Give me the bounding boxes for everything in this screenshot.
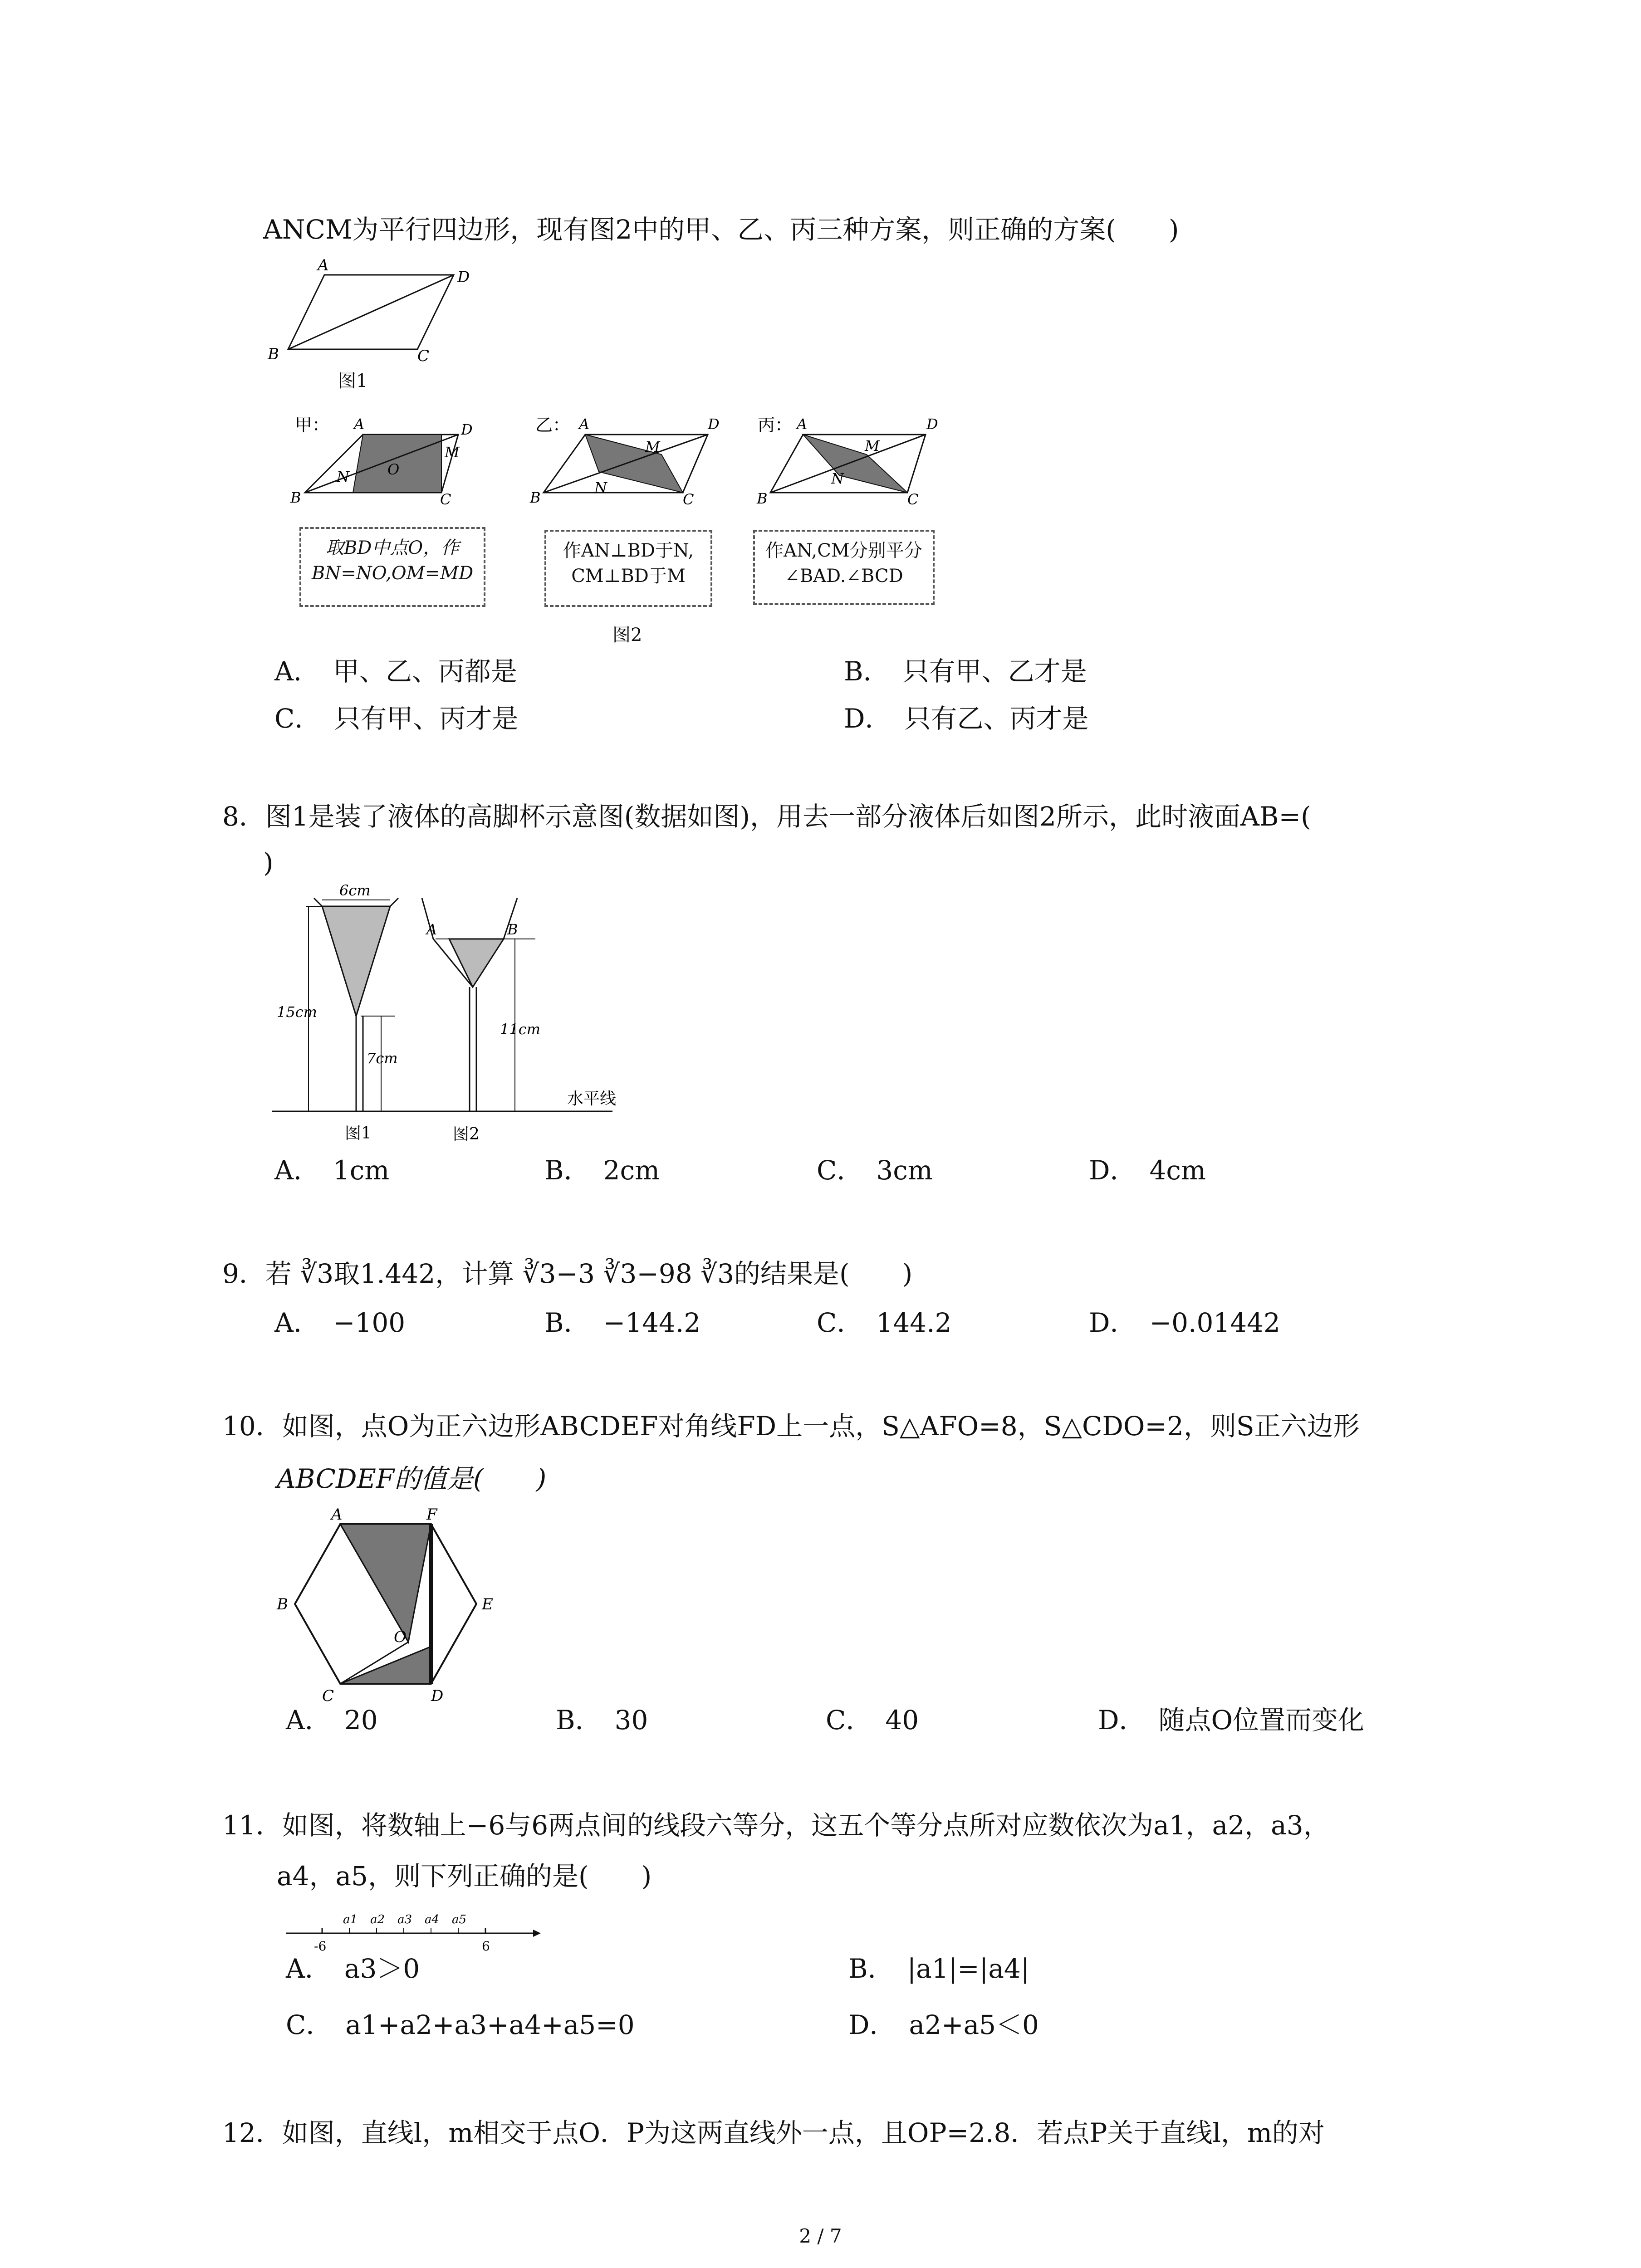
q11-a1: a1 <box>343 1913 358 1926</box>
q8-caption-1: 图1 <box>345 1124 372 1143</box>
q7-fig1-caption: 图1 <box>338 371 368 391</box>
q10-point-D: D <box>431 1687 444 1705</box>
q7-yi-box-line2: CM⊥BD于M <box>571 566 686 587</box>
q7-bing-label: 丙： <box>758 415 793 435</box>
q9-option-d[interactable]: D． −0.01442 <box>1089 1307 1280 1338</box>
q8-option-d[interactable]: D． 4cm <box>1089 1155 1206 1186</box>
q7-option-d[interactable]: D． 只有乙、丙才是 <box>844 703 1089 734</box>
q7-bing-M: M <box>865 437 880 455</box>
page-number: 2 / 7 <box>799 2225 842 2247</box>
q7-jia-O: O <box>387 461 400 478</box>
q7-yi-B: B <box>530 489 541 506</box>
q7-option-a[interactable]: A． 甲、乙、丙都是 <box>274 656 517 687</box>
q9-option-c[interactable]: C． 144.2 <box>817 1307 952 1338</box>
q10-point-O: O <box>394 1628 407 1646</box>
q8-option-b[interactable]: B． 2cm <box>544 1155 660 1186</box>
q8-height11-label: 11cm <box>500 1021 540 1038</box>
q8-height7-label: 7cm <box>367 1050 398 1067</box>
q7-jia-A: A <box>354 415 365 433</box>
q7-jia-C: C <box>440 491 451 508</box>
q7-yi-M: M <box>645 438 660 455</box>
q10-point-C: C <box>322 1687 334 1705</box>
q10-stem-line2: ABCDEF的值是( ) <box>277 1463 547 1494</box>
q7-yi-C: C <box>683 491 694 508</box>
q7-yi-D: D <box>708 415 720 433</box>
q11-stem-line1: 11．如图，将数轴上−6与6两点间的线段六等分，这五个等分点所对应数依次为a1，a2，a3， <box>222 1810 1330 1841</box>
q8-option-a[interactable]: A． 1cm <box>274 1155 390 1186</box>
q7-jia-box-line1: 取BD中点O，作 <box>325 538 460 558</box>
q7-fig1-A: A <box>318 259 329 274</box>
q7-fig1-D: D <box>457 268 470 286</box>
q7-jia-box-line2: BN=NO,OM=MD <box>311 563 474 584</box>
q11-left-endpoint: -6 <box>314 1939 327 1954</box>
q10-option-d[interactable]: D． 随点O位置而变化 <box>1098 1705 1365 1735</box>
q7-bing-box <box>753 530 935 605</box>
q7-fig1-B: B <box>268 345 279 363</box>
q11-a3: a3 <box>397 1913 412 1926</box>
q11-a4: a4 <box>425 1913 440 1926</box>
q11-a2: a2 <box>370 1913 385 1926</box>
q7-option-b[interactable]: B． 只有甲、乙才是 <box>844 656 1087 687</box>
q8-horizon-label: 水平线 <box>567 1090 617 1108</box>
q7-bing-D: D <box>926 415 938 433</box>
q7-jia-label: 甲： <box>295 415 330 435</box>
q10-hexagon-figure <box>272 1506 508 1706</box>
q7-jia-M: M <box>445 444 460 461</box>
q10-point-E: E <box>482 1595 493 1613</box>
q10-point-B: B <box>277 1595 288 1613</box>
q10-point-F: F <box>426 1506 437 1524</box>
q7-bing-C: C <box>907 491 919 508</box>
q11-stem-line2: a4，a5，则下列正确的是( ) <box>277 1861 652 1892</box>
q7-jia-B: B <box>290 489 301 506</box>
q7-figure-yi <box>526 404 726 513</box>
q11-a5: a5 <box>452 1913 467 1926</box>
q7-yi-box-line1: 作AN⊥BD于N, <box>563 540 694 561</box>
q7-figure1 <box>254 259 490 376</box>
q8-option-c[interactable]: C． 3cm <box>817 1155 933 1186</box>
q9-stem: 9．若 ∛3取1.442，计算 ∛3−3 ∛3−98 ∛3的结果是( ) <box>222 1258 913 1289</box>
q8-height15-label: 15cm <box>277 1003 317 1021</box>
q10-stem-line1: 10．如图，点O为正六边形ABCDEF对角线FD上一点，S△AFO=8，S△CDO=2，则S正六边形 <box>222 1411 1360 1442</box>
q9-option-a[interactable]: A． −100 <box>274 1307 406 1338</box>
q7-bing-A: A <box>797 415 808 433</box>
q7-intro: ANCM为平行四边形，现有图2中的甲、乙、丙三种方案，则正确的方案( ) <box>263 214 1179 245</box>
q7-bing-box-line1: 作AN,CM分别平分 <box>765 540 922 561</box>
q7-figure-jia <box>286 404 485 513</box>
q9-option-b[interactable]: B． −144.2 <box>544 1307 701 1338</box>
q10-option-c[interactable]: C． 40 <box>826 1705 919 1735</box>
q7-jia-D: D <box>461 421 473 438</box>
q11-option-d[interactable]: D． a2+a5＜0 <box>848 2009 1039 2040</box>
q8-figure <box>263 880 644 1152</box>
q7-bing-N: N <box>831 470 844 487</box>
q8-width-label: 6cm <box>339 882 371 899</box>
q7-fig1-C: C <box>417 347 430 365</box>
q11-option-b[interactable]: B． |a1|=|a4| <box>848 1953 1030 1984</box>
q7-yi-label: 乙： <box>535 415 570 435</box>
q7-bing-B: B <box>757 490 768 507</box>
q7-yi-A: A <box>579 415 590 433</box>
q10-option-a[interactable]: A． 20 <box>286 1705 378 1735</box>
q12-stem: 12．如图，直线l，m相交于点O．P为这两直线外一点，且OP=2.8．若点P关于直线l，m的对 <box>222 2117 1325 2148</box>
q11-right-endpoint: 6 <box>482 1939 490 1954</box>
q10-option-b[interactable]: B． 30 <box>556 1705 648 1735</box>
q7-jia-box <box>299 527 485 607</box>
q8-stem-line2: ) <box>263 847 274 878</box>
q11-option-a[interactable]: A． a3＞0 <box>286 1953 420 1984</box>
q7-fig2-caption: 图2 <box>612 625 642 645</box>
q8-point-A: A <box>426 921 437 938</box>
q7-figure-bing <box>753 404 953 513</box>
q7-yi-N: N <box>594 479 607 496</box>
q8-stem-line1: 8．图1是装了液体的高脚杯示意图(数据如图)，用去一部分液体后如图2所示，此时液面AB=( <box>222 801 1311 832</box>
q7-jia-N: N <box>337 468 349 485</box>
q8-point-B: B <box>507 921 518 938</box>
q11-option-c[interactable]: C． a1+a2+a3+a4+a5=0 <box>286 2009 635 2040</box>
q7-bing-box-line2: ∠BAD.∠BCD <box>784 566 903 587</box>
q7-yi-box <box>544 530 712 607</box>
q7-option-c[interactable]: C． 只有甲、丙才是 <box>274 703 519 734</box>
q10-point-A: A <box>331 1506 343 1524</box>
q8-caption-2: 图2 <box>453 1125 480 1144</box>
